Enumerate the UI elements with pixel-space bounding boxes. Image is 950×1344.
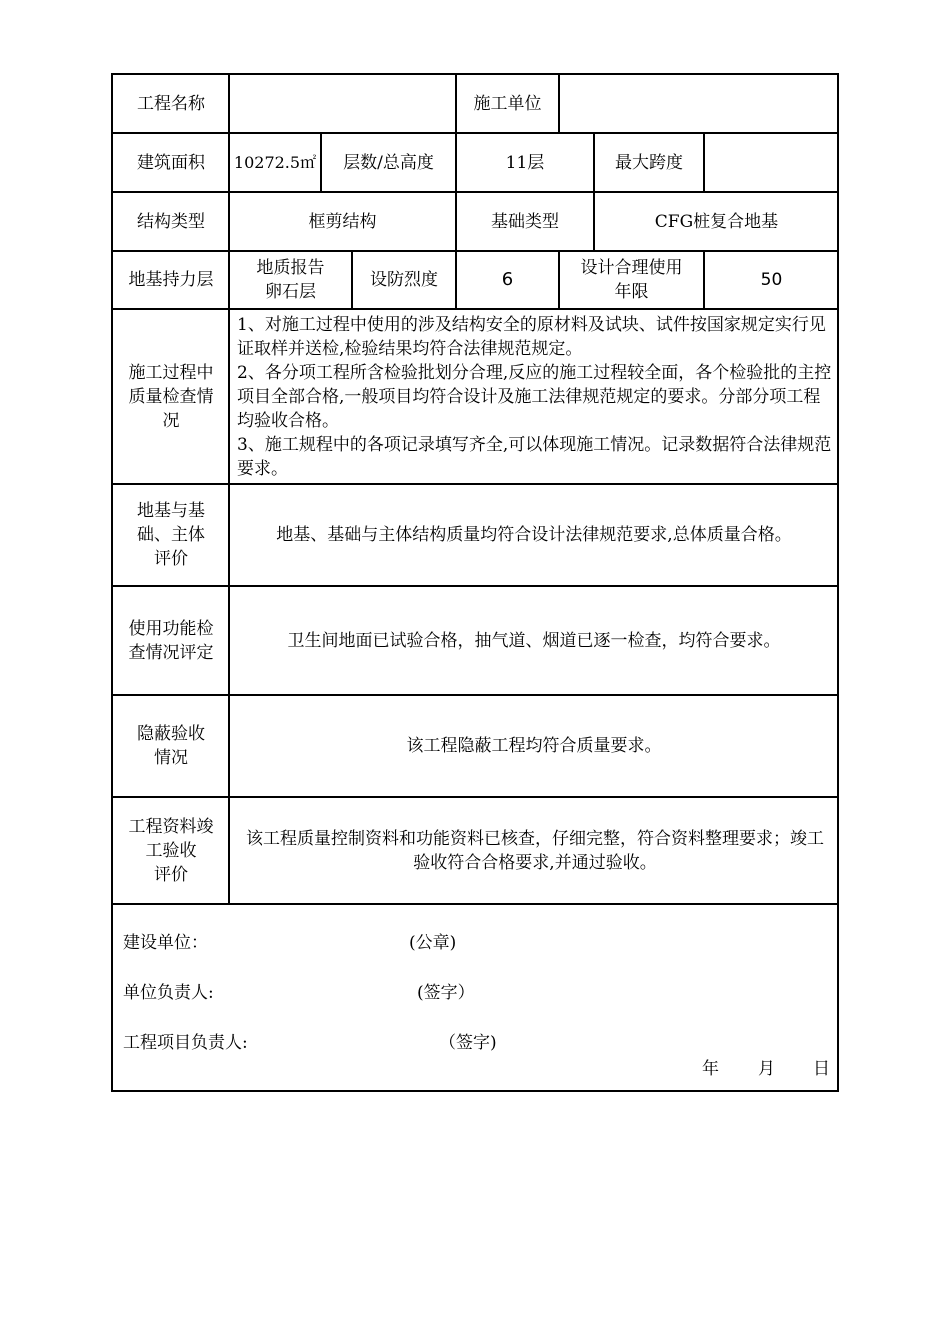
concealed-label-line1: 隐蔽验收 [137, 724, 205, 744]
seismic-label: 设防烈度 [370, 270, 438, 290]
project-manager-signature: （签字) [439, 1033, 497, 1053]
concealed-works-content: 该工程隐蔽工程均符合质量要求。 [406, 736, 662, 756]
foundation-type-label: 基础类型 [491, 211, 559, 232]
function-check-content: 卫生间地面已试验合格，抽气道、烟道已逐一检查，均符合要求。 [287, 630, 781, 651]
structure-label: 结构类型 [137, 211, 205, 232]
foundation-evaluation-content: 地基、基础与主体结构质量均符合设计法律规范要求,总体质量合格。 [276, 525, 792, 545]
foundation-type-value: CFG桩复合地基 [654, 211, 779, 232]
owner-unit-label: 建设单位： [123, 933, 208, 953]
project-name-value [229, 75, 456, 133]
process-item-3: 3、施工规程中的各项记录填写齐全,可以体现施工情况。记录数据符合法律规范要求。 [237, 434, 832, 479]
documents-label-line3: 评价 [154, 864, 188, 885]
service-life-label [559, 251, 704, 309]
project-name-label: 工程名称 [137, 94, 205, 114]
area-value: 10272.5㎡ [233, 152, 317, 172]
service-life-value: 50 [760, 270, 783, 290]
bearing-layer-label: 地基持力层 [128, 270, 214, 290]
floors-label: 层数/总高度 [343, 152, 434, 173]
documents-evaluation-content: 该工程质量控制资料和功能资料已核查，仔细完整，符合资料整理要求；竣工验收符合合格要求,并通过验收。 [246, 828, 824, 873]
unit-leader-signature: (签字） [417, 983, 475, 1003]
project-manager-label: 工程项目负责人: [123, 1033, 248, 1053]
process-label-line2: 质量检查情 [128, 386, 214, 407]
documents-label-line1: 工程资料竣 [128, 816, 214, 837]
owner-seal: (公章) [409, 933, 457, 953]
seismic-value: 6 [501, 269, 514, 290]
bearing-value-line2: 卵石层 [265, 282, 316, 302]
construction-unit-label: 施工单位 [473, 94, 542, 114]
process-label-line1: 施工过程中 [128, 362, 214, 383]
foundation-label-line1: 地基与基 [137, 501, 205, 521]
area-label: 建筑面积 [137, 152, 205, 173]
structure-value: 框剪结构 [308, 211, 377, 232]
unit-leader-label: 单位负责人: [123, 983, 214, 1003]
function-label-line2: 查情况评定 [128, 642, 214, 663]
floors-value: 11层 [505, 152, 545, 173]
foundation-label-line2: 础、主体 [137, 525, 205, 545]
bearing-value-line1: 地质报告 [256, 258, 325, 278]
process-inspection-content [237, 309, 835, 484]
process-label-line3: 况 [162, 410, 180, 431]
date-day: 日 [813, 1059, 830, 1079]
documents-evaluation-label [113, 797, 229, 904]
concealed-works-label [113, 695, 229, 797]
service-life-label-line1: 设计合理使用 [580, 258, 683, 278]
date-month: 月 [758, 1059, 775, 1079]
foundation-evaluation-label [113, 484, 229, 586]
bearing-layer-value [229, 251, 352, 309]
function-check-label [113, 586, 229, 695]
service-life-label-line2: 年限 [614, 282, 649, 302]
span-value [704, 133, 839, 192]
concealed-label-line2: 情况 [154, 748, 188, 768]
documents-label-line2: 工验收 [145, 840, 197, 861]
foundation-label-line3: 评价 [154, 549, 188, 569]
acceptance-form [111, 73, 839, 1092]
span-label: 最大跨度 [615, 152, 683, 173]
process-inspection-label [113, 309, 229, 484]
construction-unit-value [559, 75, 839, 133]
process-item-1: 1、对施工过程中使用的涉及结构安全的原材料及试块、试件按国家规定实行见证取样并送检,检验结果均符合法律规范规定。 [237, 314, 826, 359]
process-item-2: 2、各分项工程所含检验批划分合理,反应的施工过程较全面，各个检验批的主控项目全部合格,一般项目均符合设计及施工法律规范规定的要求。分部分项工程均验收合格。 [237, 362, 832, 431]
function-label-line1: 使用功能检 [128, 618, 214, 639]
date-year: 年 [702, 1059, 719, 1079]
